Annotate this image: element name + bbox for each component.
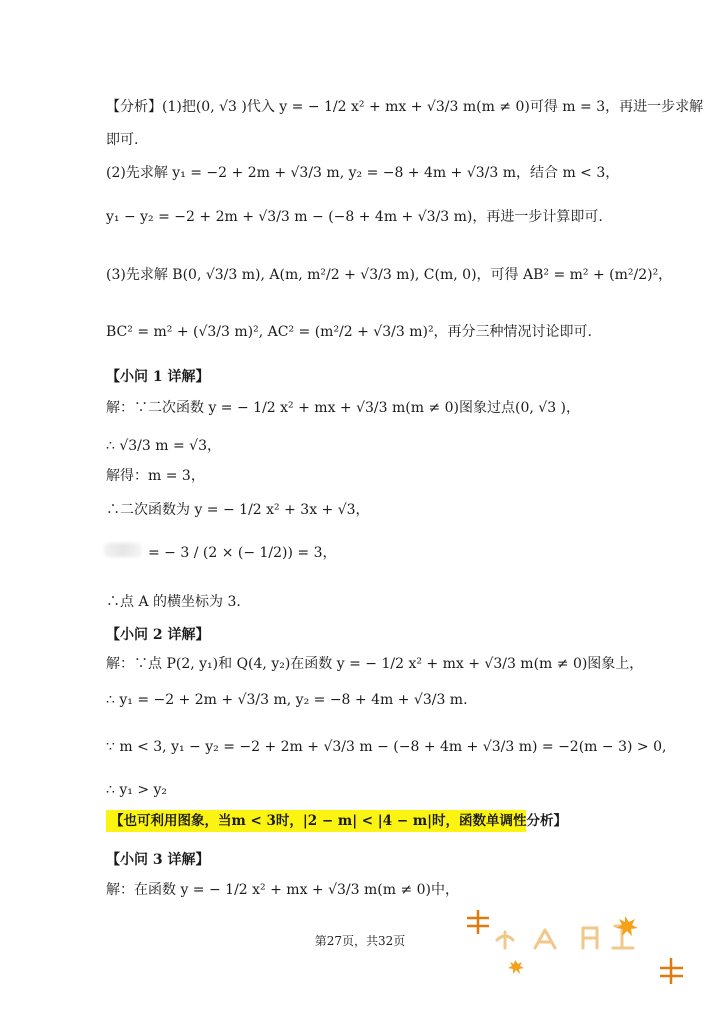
solution-line-5: = − 3 / (2 × (− 1/2)) = 3，: [148, 545, 337, 561]
highlighted-note: 【也可利用图象，当m < 3时，|2 − m| < |4 − m|时，函数单调性分析】: [106, 810, 526, 832]
section-heading-3: 【小问 3 详解】: [106, 852, 210, 868]
solution-line-1: 解：∵二次函数 y = − 1/2 x² + mx + √3/3 m(m ≠ 0)图象过点(0, √3 )，: [106, 400, 581, 416]
analysis-line-6: BC² = m² + (√3/3 m)², AC² = (m²/2 + √3/3 m)²，再分三种情况讨论即可.: [106, 324, 593, 340]
solution-line-2: ∴ √3/3 m = √3，: [106, 438, 221, 454]
solution-line-4: ∴二次函数为 y = − 1/2 x² + 3x + √3，: [106, 502, 370, 518]
solution-line-10: ∴ y₁ > y₂: [106, 782, 168, 798]
solution-line-11: 解：在函数 y = − 1/2 x² + mx + √3/3 m(m ≠ 0)中，: [106, 882, 460, 898]
watermark-logo: [455, 900, 695, 990]
analysis-line-1: 【分析】(1)把(0, √3 )代入 y = − 1/2 x² + mx + √3/3 m(m ≠ 0)可得 m = 3，再进一步求解: [106, 99, 704, 115]
analysis-line-3: (2)先求解 y₁ = −2 + 2m + √3/3 m, y₂ = −8 + 4m + √3/3 m，结合 m < 3，: [106, 165, 620, 181]
section-heading-1: 【小问 1 详解】: [106, 369, 210, 385]
page-footer: 第27页，共32页: [314, 934, 406, 948]
solution-line-9: ∵ m < 3, y₁ − y₂ = −2 + 2m + √3/3 m − (−8 + 4m + √3/3 m) = −2(m − 3) > 0,: [106, 739, 667, 755]
solution-line-7: 解：∵点 P(2, y₁)和 Q(4, y₂)在函数 y = − 1/2 x² + mx + √3/3 m(m ≠ 0)图象上，: [106, 656, 644, 672]
analysis-line-4: y₁ − y₂ = −2 + 2m + √3/3 m − (−8 + 4m + √3/3 m)，再进一步计算即可.: [106, 209, 603, 225]
solution-line-6: ∴点 A 的横坐标为 3.: [106, 594, 241, 610]
solution-line-8: ∴ y₁ = −2 + 2m + √3/3 m, y₂ = −8 + 4m + √3/3 m.: [106, 692, 468, 708]
analysis-line-5: (3)先求解 B(0, √3/3 m), A(m, m²/2 + √3/3 m), C(m, 0)，可得 AB² = m² + (m²/2)²，: [106, 267, 673, 283]
solution-line-3: 解得：m = 3，: [106, 468, 205, 484]
section-heading-2: 【小问 2 详解】: [106, 627, 210, 643]
analysis-line-2: 即可.: [106, 132, 139, 148]
redacted-blur: [104, 543, 142, 557]
